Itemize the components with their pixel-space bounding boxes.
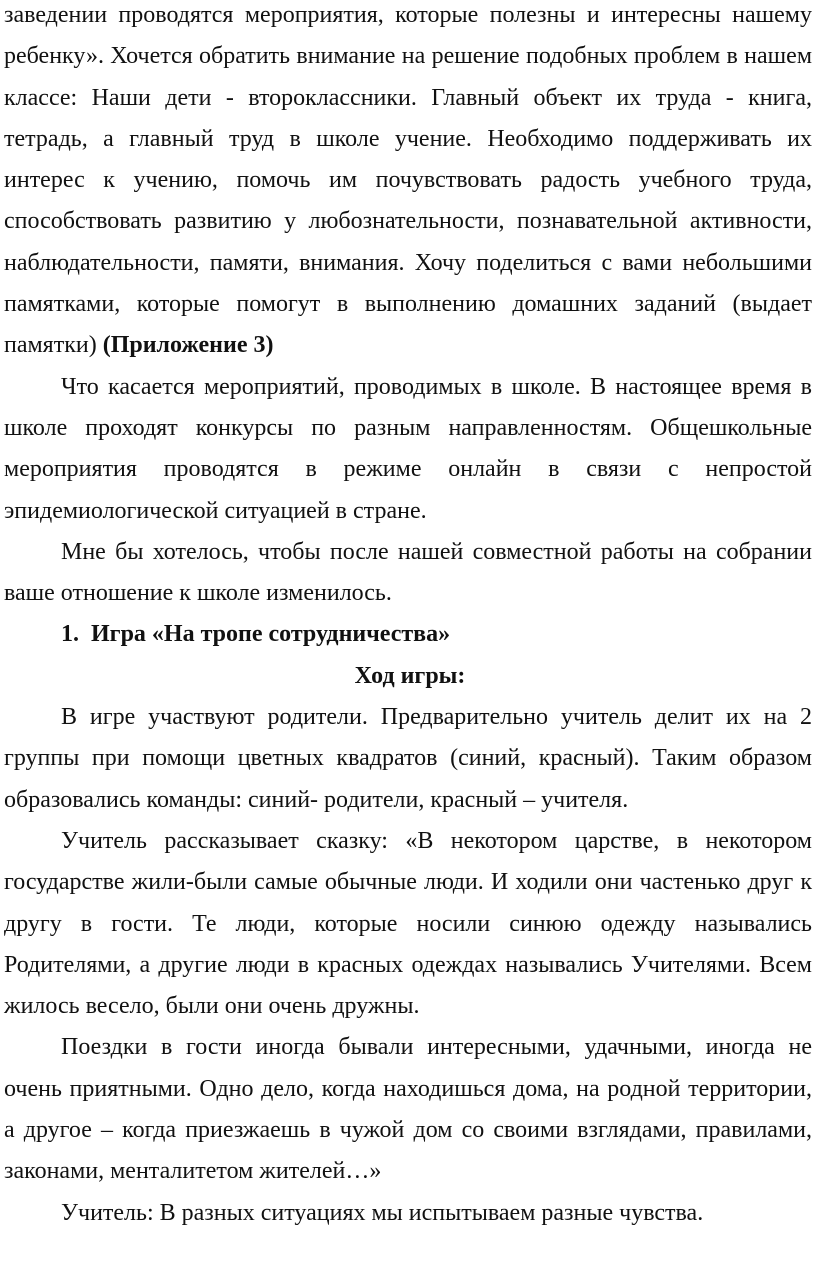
paragraph-visits: Поездки в гости иногда бывали интересными, удачными, иногда не очень приятными. Одно дело, когда находишься дома, на родной территории, а другое – когда приезжаешь в чужой дом со своими взглядами, правилами, законами, менталитетом жителей…» xyxy=(4,1034,812,1185)
paragraph-teacher-line: Учитель: В разных ситуациях мы испытываем разные чувства. xyxy=(61,1199,704,1226)
paragraph-fairy-tale: Учитель рассказывает сказку: «В некотором царстве, в некотором государстве жили-были самые обычные люди. И ходили они частенько друг к другу в гости. Те люди, которые носили синюю одежду назывались Родителями, а другие люди в красных одеждах назывались Учителями. Всем жилось весело, были они очень дружны. xyxy=(4,827,812,1020)
game-heading-title: Игра «На тропе сотрудничества» xyxy=(91,621,451,648)
document-body xyxy=(4,0,812,1234)
paragraph-participants: В игре участвуют родители. Предварительно учитель делит их на 2 группы при помощи цветных квадратов (синий, красный). Таким образом образовались команды: синий- родители, красный – учителя. xyxy=(4,704,812,813)
appendix-reference: (Приложение 3) xyxy=(102,332,274,359)
paragraph-intro-text: заведении проводятся мероприятия, которые полезны и интересны нашему ребенку». Хочется обратить внимание на решение подобных проблем в нашем классе: Наши дети - второклассники. Главный объект их труда - книга, тетрадь, а главный труд в школе учение. Необходимо поддерживать их интерес к учению, помочь им почувствовать радость учебного труда, способствовать развитию у любознательности, познавательной активности, наблюдательности, памяти, внимания. Хочу поделиться с вами небольшими памятками, которые помогут в выполнению домашних заданий (выдает памятки) xyxy=(4,2,812,359)
game-subheading: Ход игры: xyxy=(354,662,466,689)
paragraph-school-events: Что касается мероприятий, проводимых в школе. В настоящее время в школе проходят конкурсы по разным направленностям. Общешкольные мероприятия проводятся в режиме онлайн в связи с непростой эпидемиологической ситуацией в стране. xyxy=(4,373,812,524)
game-heading-number: 1. xyxy=(61,621,79,648)
paragraph-wish: Мне бы хотелось, чтобы после нашей совместной работы на собрании ваше отношение к школе изменилось. xyxy=(4,538,812,607)
game-heading xyxy=(4,614,812,655)
paragraph-intro xyxy=(4,0,812,367)
